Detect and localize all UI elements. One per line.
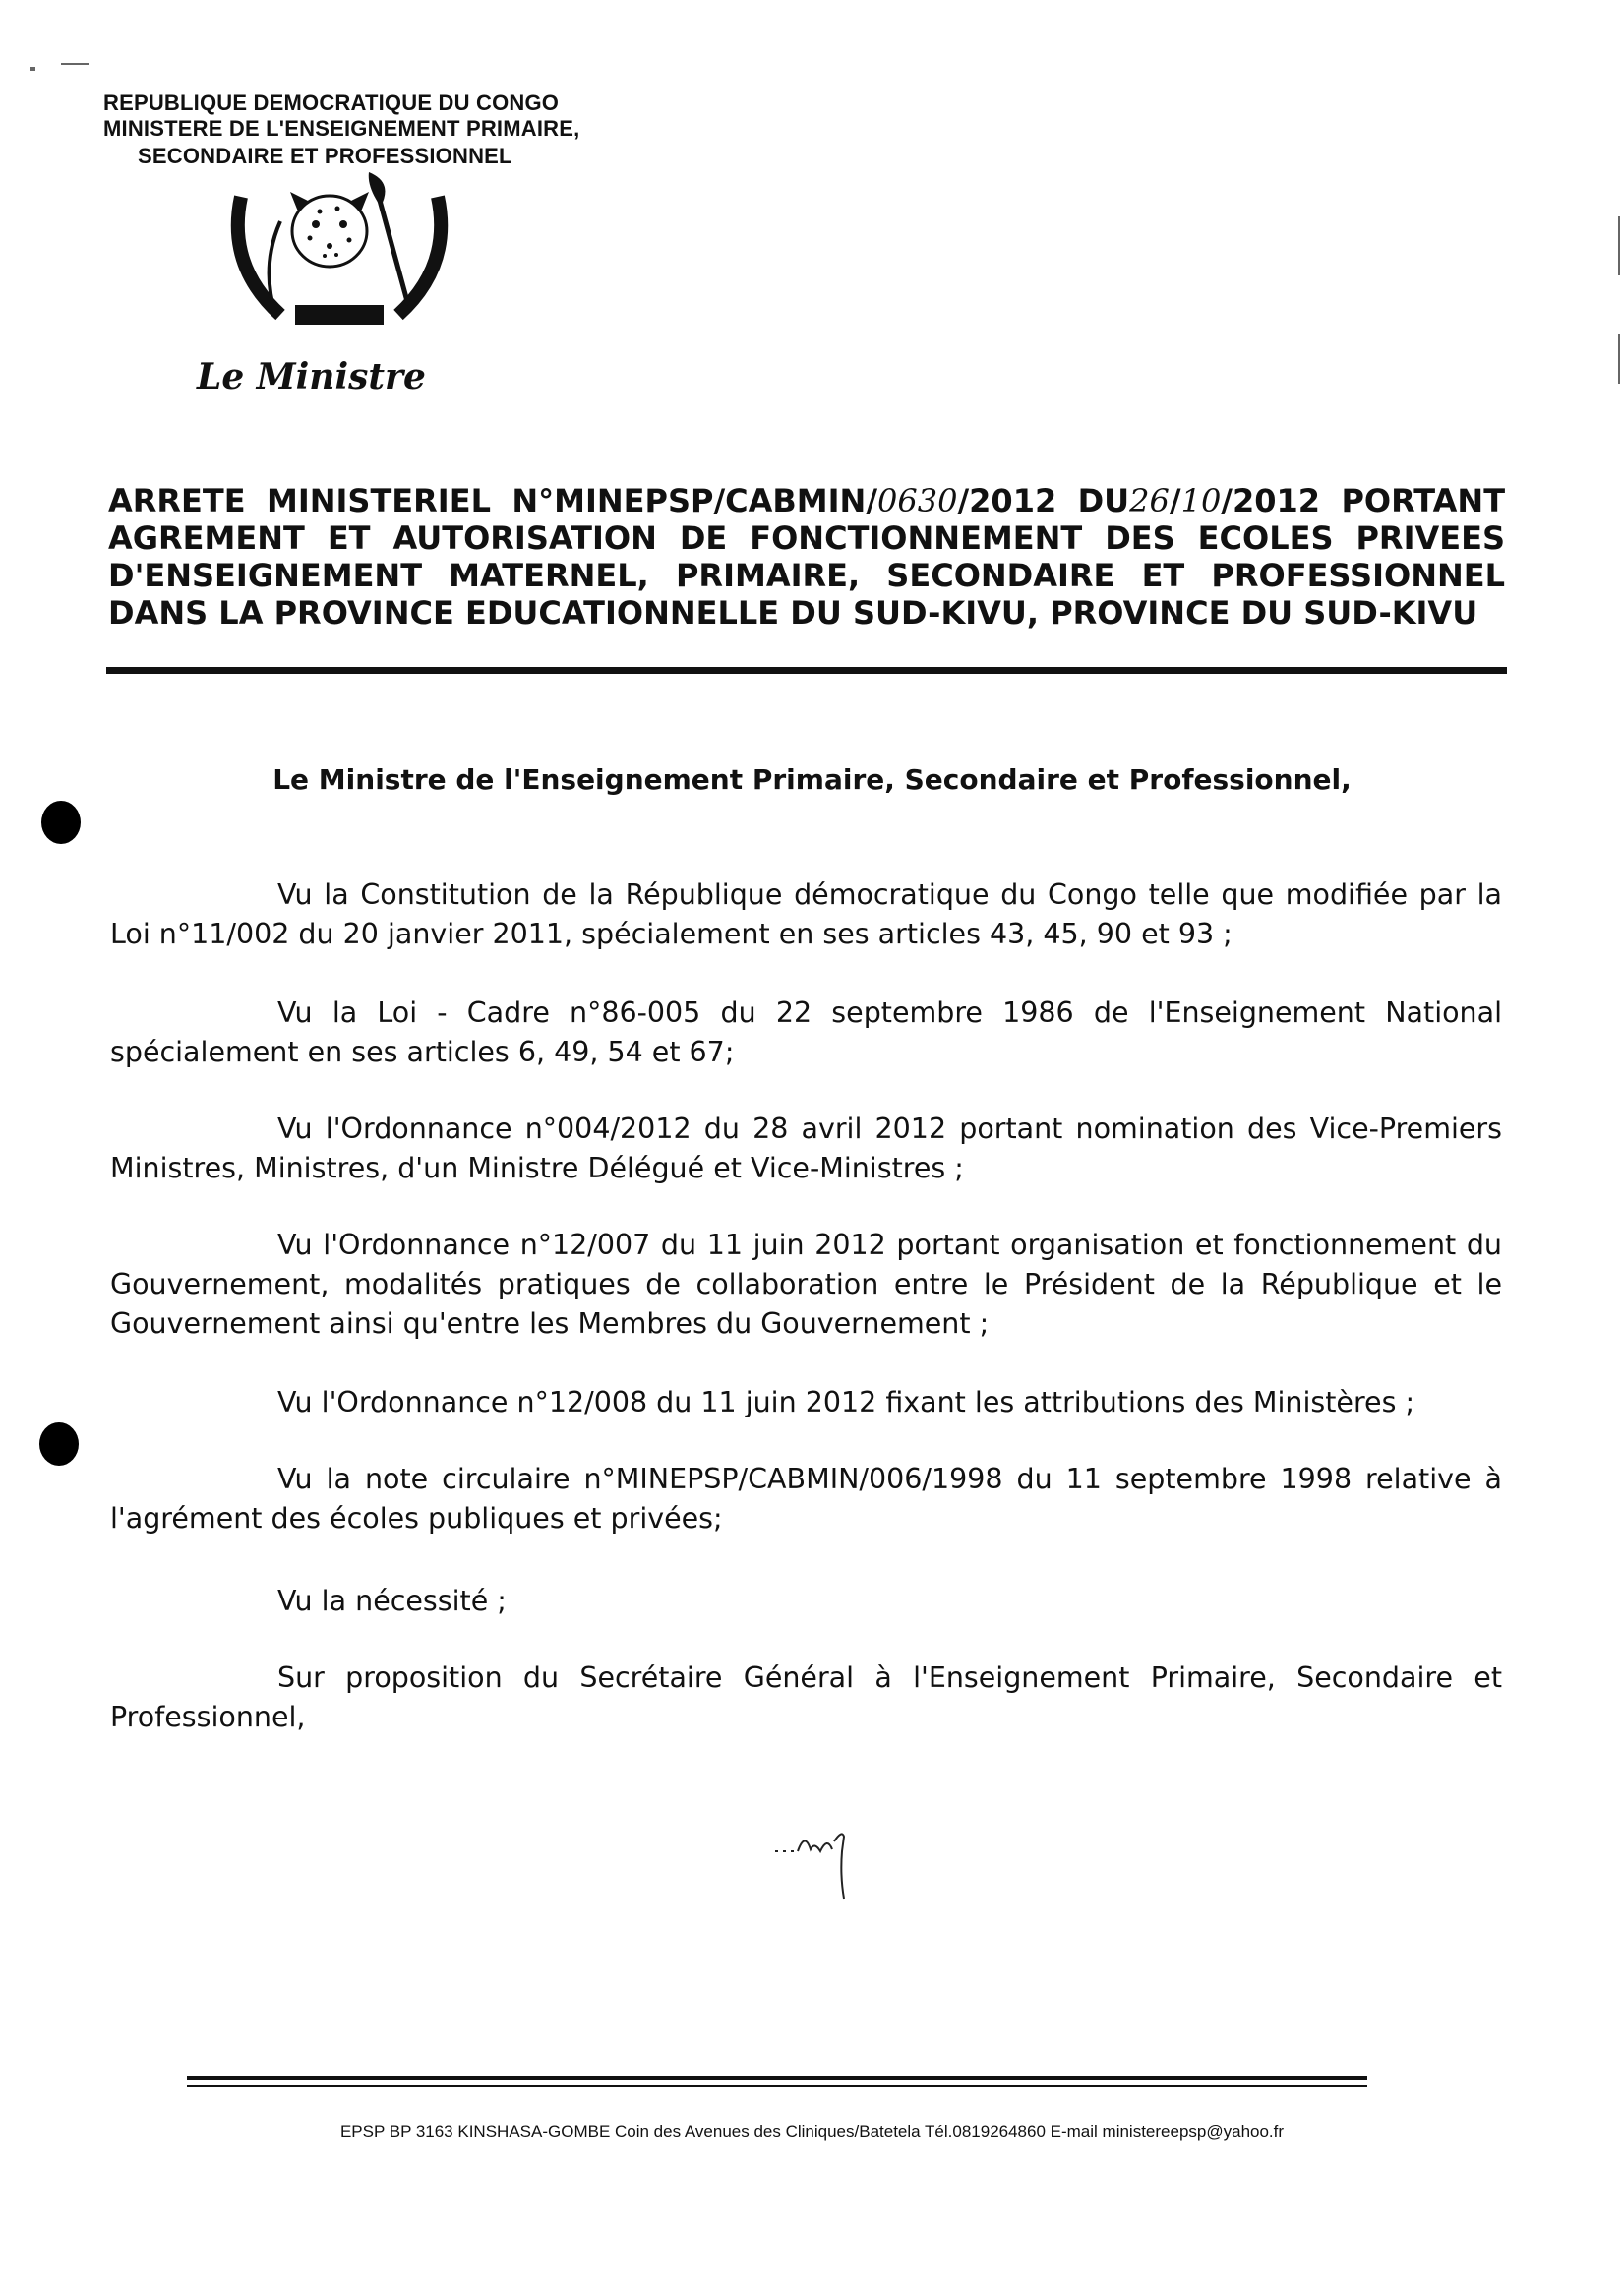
footer-rule-thick [187,2076,1367,2080]
footer-rule-thin [187,2085,1367,2087]
scan-edge-line [1618,334,1620,384]
coat-of-arms-emblem [221,167,457,354]
decree-title [108,482,1505,632]
header-republic: REPUBLIQUE DEMOCRATIQUE DU CONGO [103,90,560,115]
decree-title-part3: /2012 PORTANT AGREMENT ET AUTORISATION DE FONCTIONNEMENT DES ECOLES PRIVEES D'ENSEIGNEMENT MATERNEL, PRIMAIRE, SECONDAIRE ET PROFESSIONNEL DANS LA PROVINCE EDUCATIONNELLE DU SUD-KIVU, PROVINCE DU SUD-KIVU [108,482,1506,632]
whereas-paragraph [110,1383,1502,1422]
decree-month-handwritten: 10 [1180,482,1222,519]
paragraph-text: Vu la nécessité ; [277,1585,507,1617]
decree-title-part1: ARRETE MINISTERIEL N°MINEPSP/CABMIN/ [108,482,878,519]
minister-signature-label: Le Ministre [197,356,426,397]
paragraph-text: Vu la note circulaire n°MINEPSP/CABMIN/006/1998 du 11 septembre 1998 relative à l'agrément des écoles publiques et privées; [110,1463,1502,1535]
footer-contact: EPSP BP 3163 KINSHASA-GOMBE Coin des Avenues des Cliniques/Batetela Tél.0819264860 E-mail ministereepsp@yahoo.fr [339,2122,1285,2141]
whereas-paragraph [110,994,1502,1072]
paragraph-text: Sur proposition du Secrétaire Général à l'Enseignement Primaire, Secondaire et Professionnel, [110,1661,1502,1733]
whereas-paragraph [110,1460,1502,1538]
paragraph-text: Vu l'Ordonnance n°12/008 du 11 juin 2012 fixant les attributions des Ministères ; [277,1386,1415,1418]
decree-date-separator: / [1169,482,1181,519]
header-ministry: MINISTERE DE L'ENSEIGNEMENT PRIMAIRE, [103,116,580,141]
paragraph-text: Vu la Constitution de la République démocratique du Congo telle que modifiée par la Loi n°11/002 du 20 janvier 2011, spécialement en ses articles 43, 45, 90 et 93 ; [110,878,1502,950]
proposal-paragraph [110,1659,1502,1737]
punch-hole-top [41,801,81,844]
title-divider [106,667,1507,674]
paragraph-text: Vu la Loi - Cadre n°86-005 du 22 septembre 1986 de l'Enseignement National spécialement en ses articles 6, 49, 54 et 67; [110,996,1502,1068]
handwritten-page-mark [773,1822,862,1900]
paragraph-text: Vu l'Ordonnance n°004/2012 du 28 avril 2012 portant nomination des Vice-Premiers Ministres, Ministres, d'un Ministre Délégué et Vice-Ministres ; [110,1113,1502,1184]
lead-statement: Le Ministre de l'Enseignement Primaire, Secondaire et Professionnel, [272,763,1352,796]
paragraph-text: Vu l'Ordonnance n°12/007 du 11 juin 2012 portant organisation et fonctionnement du Gouvernement, modalités pratiques de collaboration entre le Président de la République et le Gouvernement ainsi qu'entre les Membres du Gouvernement ; [110,1229,1502,1340]
header-ministry-cont: SECONDAIRE ET PROFESSIONNEL [138,144,512,168]
whereas-paragraph [110,1226,1502,1344]
decree-day-handwritten: 26 [1129,482,1170,519]
punch-hole-bottom [39,1422,79,1466]
decree-number-handwritten: 0630 [877,482,958,519]
scan-speck [30,67,35,71]
whereas-paragraph [110,1110,1502,1188]
scan-speck [61,63,89,65]
scan-edge-line [1618,216,1620,275]
whereas-paragraph [110,1582,1502,1621]
whereas-paragraph [110,875,1502,954]
decree-title-part2: /2012 DU [957,482,1130,519]
